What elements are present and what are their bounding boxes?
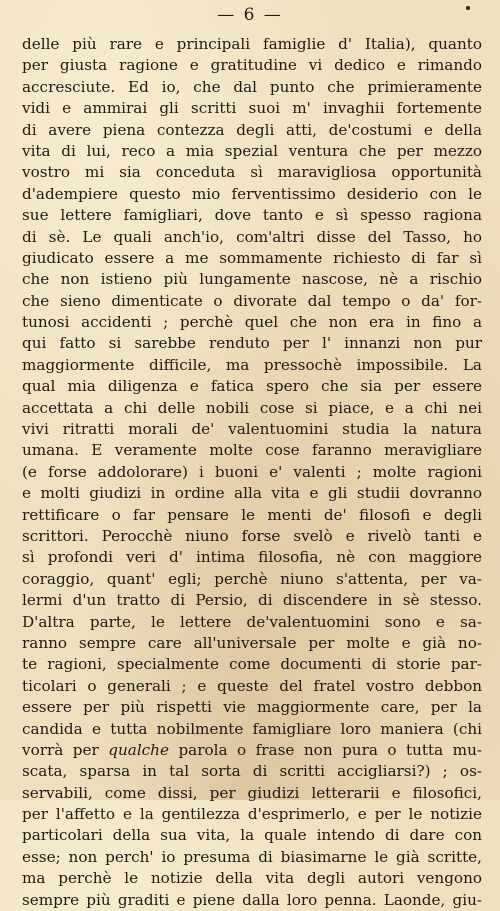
page-number: — 6 — xyxy=(217,5,283,25)
text-line: vivi ritratti morali de' valentuomini studia la natura xyxy=(22,420,482,439)
text-line: d'adempiere questo mio ferventissimo desiderio con le xyxy=(22,184,482,203)
text-line: e molti giudizi in ordine alla vita e gli studii dovranno xyxy=(22,484,482,503)
text-line: qui fatto si sarebbe renduto per l' innanzi non pur xyxy=(22,334,482,353)
text-line: te ragioni, specialmente come documenti di storie par- xyxy=(22,655,482,674)
text-line: di avere piena contezza degli atti, de'costumi e della xyxy=(22,120,482,139)
text-line: umana. E veramente molte cose faranno meravigliare xyxy=(22,441,482,460)
text-line: esse; non perch' io presuma di biasimarne le già scritte, xyxy=(22,847,482,866)
text-line: che sieno dimenticate o divorate dal tempo o da' for- xyxy=(22,291,482,310)
text-line: per giusta ragione e gratitudine vi dedico e rimando xyxy=(22,56,482,75)
emphasized-word: qualche xyxy=(108,740,169,759)
text-line: essere per più rispetti vie maggiormente care, per la xyxy=(22,698,482,717)
text-line: accettata a chi delle nobili cose si piace, e a chi nei xyxy=(22,398,482,417)
text-line: vorrà per qualche parola o frase non pura o tutta mu- xyxy=(22,740,482,759)
text-line: maggiormente difficile, ma pressochè impossibile. La xyxy=(22,355,482,374)
text-line: (e forse addolorare) i buoni e' valenti ; molte ragioni xyxy=(22,462,482,481)
text-line: giudicato essere a me sommamente richiesto di far sì xyxy=(22,248,482,267)
text-line: tunosi accidenti ; perchè quel che non era in fino a xyxy=(22,313,482,332)
text-line: rettificare o far pensare le menti de' filosofi e degli xyxy=(22,505,482,524)
text-line: D'altra parte, le lettere de'valentuomini sono e sa- xyxy=(22,612,482,631)
text-line: di sè. Le quali anch'io, com'altri disse del Tasso, ho xyxy=(22,227,482,246)
text-line: accresciute. Ed io, che dal punto che primieramente xyxy=(22,77,482,96)
text-line: delle più rare e principali famiglie d' Italia), quanto xyxy=(22,35,482,53)
text-line: sì profondi veri d' intima filosofia, nè con maggiore xyxy=(22,548,482,567)
text-line: ticolari o generali ; e queste del fratel vostro debbon xyxy=(22,676,482,695)
text-line: lermi d'un tratto di Persio, di discendere in sè stesso. xyxy=(22,591,482,610)
text-line: qual mia diligenza e fatica spero che sia per essere xyxy=(22,377,482,396)
body-text xyxy=(22,34,482,911)
text-line: scata, sparsa in tal sorta di scritti accigliarsi?) ; os- xyxy=(22,762,482,781)
text-line: per l'affetto e la gentilezza d'esprimerlo, e per le notizie xyxy=(22,805,482,824)
text-line: candida e tutta nobilmente famigliare loro maniera (chi xyxy=(22,719,482,738)
text-line: particolari della sua vita, la quale intendo di dare con xyxy=(22,826,482,845)
text-line: che non istieno più lungamente nascose, nè a rischio xyxy=(22,270,482,289)
text-line: ranno sempre care all'universale per molte e già no- xyxy=(22,633,482,652)
text-line: vostro mi sia conceduta sì maravigliosa opportunità xyxy=(22,163,482,182)
text-line: sempre più graditi e piene dalla loro penna. Laonde, giu- xyxy=(22,890,482,909)
text-line: vita di lui, reco a mia spezial ventura che per mezzo xyxy=(22,141,482,160)
text-line: servabili, come dissi, per giudizi letterarii e filosofici, xyxy=(22,783,482,802)
text-line: vidi e ammirai gli scritti suoi m' invaghii fortemente xyxy=(22,99,482,118)
text-line: sue lettere famigliari, dove tanto e sì spesso ragiona xyxy=(22,206,482,225)
text-line: scrittori. Perocchè niuno forse svelò e rivelò tanti e xyxy=(22,526,482,545)
text-line: coraggio, quant' egli; perchè niuno s'attenta, per va- xyxy=(22,569,482,588)
ink-speck xyxy=(466,6,470,10)
text-line: ma perchè le notizie della vita degli autori vengono xyxy=(22,869,482,888)
